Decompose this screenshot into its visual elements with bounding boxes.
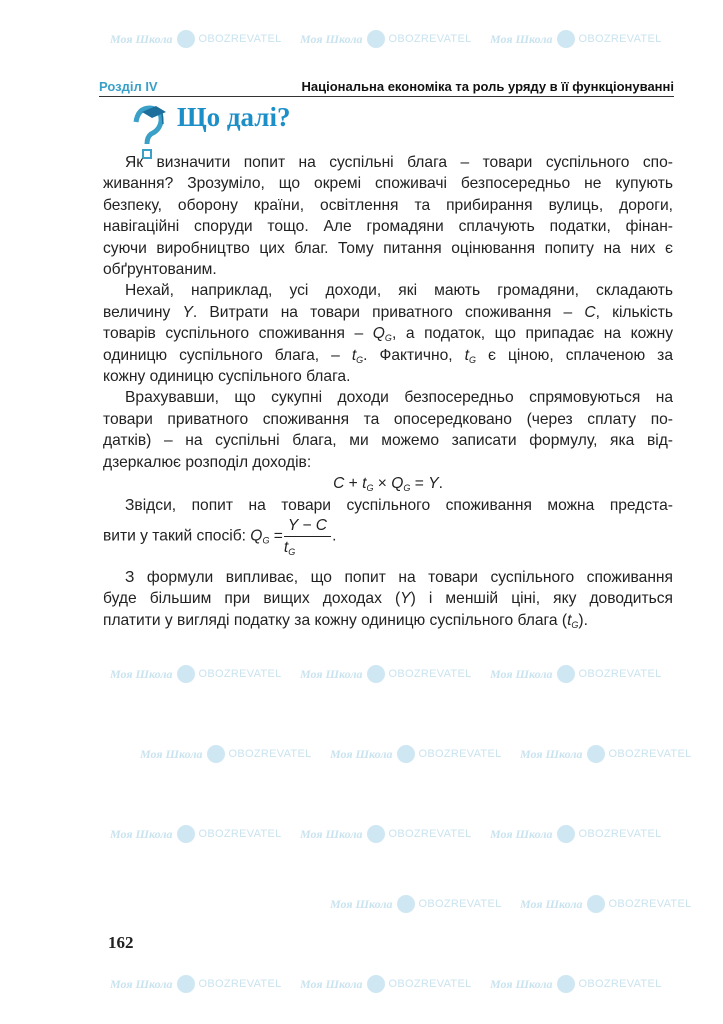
watermark-brand: Моя Школа xyxy=(520,896,583,911)
fraction-denominator xyxy=(284,537,331,557)
body-text xyxy=(103,152,673,631)
watermark-partner: OBOZREVATEL xyxy=(418,898,502,910)
watermark xyxy=(520,745,690,763)
watermark-logo-icon xyxy=(587,895,605,913)
text-line xyxy=(103,238,673,259)
subscript: G xyxy=(356,354,364,365)
text-run: = xyxy=(269,527,283,545)
text-run: ). xyxy=(578,611,588,629)
watermark-logo-icon xyxy=(397,745,415,763)
text-run: дзеркалює розподіл доходів: xyxy=(103,453,312,471)
watermark-partner: OBOZREVATEL xyxy=(418,748,502,760)
text-line xyxy=(103,302,673,323)
watermark xyxy=(490,665,660,683)
text-line xyxy=(103,473,673,494)
watermark-logo-icon xyxy=(557,30,575,48)
watermark-logo-icon xyxy=(367,975,385,993)
text-run: кожну одиницю суспільного блага. xyxy=(103,368,351,386)
text-run: . Витрати на товари приватного споживання – xyxy=(192,303,585,321)
watermark-partner: OBOZREVATEL xyxy=(608,898,692,910)
watermark-logo-icon xyxy=(557,665,575,683)
text-run: датків) – на суспільні блага, ми можемо записати формулу, яка від- xyxy=(103,432,673,450)
watermark xyxy=(490,30,660,48)
text-run: товарів суспільного споживання – xyxy=(103,325,373,343)
text-line xyxy=(103,345,673,366)
text-run: товари приватного споживання та опосередковано (через сплату по- xyxy=(103,410,673,428)
text-run: × xyxy=(373,475,392,493)
watermark-logo-icon xyxy=(367,665,385,683)
text-line xyxy=(103,516,673,557)
text-run: = xyxy=(410,475,429,493)
text-run: . xyxy=(438,475,443,493)
watermark-brand: Моя Школа xyxy=(300,976,363,991)
watermark xyxy=(520,895,690,913)
text-run: платити у вигляді податку за кожну одиницю суспільного блага ( xyxy=(103,611,568,629)
watermark xyxy=(140,745,310,763)
watermark-partner: OBOZREVATEL xyxy=(388,828,472,840)
text-line xyxy=(103,259,673,280)
watermark-partner: OBOZREVATEL xyxy=(388,668,472,680)
text-line xyxy=(103,387,673,408)
watermark-logo-icon xyxy=(177,30,195,48)
running-header xyxy=(99,78,674,97)
text-line xyxy=(103,173,673,194)
watermark-logo-icon xyxy=(397,895,415,913)
subscript: G xyxy=(403,483,411,494)
watermark xyxy=(490,825,660,843)
watermark-logo-icon xyxy=(177,975,195,993)
text-line xyxy=(103,452,673,473)
watermark-logo-icon xyxy=(367,30,385,48)
watermark-brand: Моя Школа xyxy=(300,31,363,46)
watermark xyxy=(300,825,470,843)
watermark-partner: OBOZREVATEL xyxy=(578,33,662,45)
watermark-partner: OBOZREVATEL xyxy=(578,668,662,680)
text-run: . Фактично, xyxy=(363,346,465,364)
text-run: C xyxy=(333,475,345,493)
text-line xyxy=(103,216,673,237)
subscript: G xyxy=(262,535,270,546)
watermark-partner: OBOZREVATEL xyxy=(578,828,662,840)
text-run: величину xyxy=(103,303,183,321)
text-run: суючи виробництво цих благ. Тому питання оцінювання попиту на них є xyxy=(103,239,673,257)
text-line xyxy=(103,366,673,387)
subscript: G xyxy=(384,333,392,344)
text-run: Y xyxy=(400,590,411,608)
text-line xyxy=(103,323,673,344)
page-number: 162 xyxy=(108,933,134,952)
watermark-partner: OBOZREVATEL xyxy=(198,978,282,990)
watermark-partner: OBOZREVATEL xyxy=(578,978,662,990)
watermark-logo-icon xyxy=(587,745,605,763)
text-run: буде більшим при вищих доходах ( xyxy=(103,590,401,608)
text-line xyxy=(103,409,673,430)
watermark xyxy=(300,30,470,48)
fraction-trailing-period: . xyxy=(332,527,337,545)
text-run: t xyxy=(362,475,367,493)
watermark-partner: OBOZREVATEL xyxy=(608,748,692,760)
watermark-brand: Моя Школа xyxy=(330,746,393,761)
fraction-denominator-variable: t xyxy=(283,538,289,556)
text-line xyxy=(103,152,673,173)
subscript: G xyxy=(469,354,477,365)
watermark-logo-icon xyxy=(177,825,195,843)
watermark xyxy=(330,745,500,763)
text-run: є ціною, сплаченою за xyxy=(476,346,673,364)
watermark-logo-icon xyxy=(207,745,225,763)
watermark-brand: Моя Школа xyxy=(520,746,583,761)
watermark xyxy=(300,665,470,683)
watermark-brand: Моя Школа xyxy=(110,976,173,991)
watermark-partner: OBOZREVATEL xyxy=(198,828,282,840)
text-run: одиницю суспільного блага, – xyxy=(103,346,352,364)
text-run: Q xyxy=(250,527,263,545)
watermark xyxy=(330,895,500,913)
subscript: G xyxy=(366,483,374,494)
demand-formula-fraction xyxy=(284,516,331,557)
text-line xyxy=(103,195,673,216)
text-run: Y xyxy=(182,303,193,321)
text-run: Як визначити попит на суспільні блага – товари суспільного спо- xyxy=(125,154,673,171)
text-run: обґрунтованим. xyxy=(103,261,217,279)
text-run: живання? Зрозуміло, що окремі споживачі безпосередньо не купують xyxy=(103,175,673,193)
text-line xyxy=(103,610,673,631)
watermark xyxy=(490,975,660,993)
text-run: Y xyxy=(428,475,439,493)
section-label: Розділ IV xyxy=(99,79,158,94)
text-line xyxy=(103,430,673,451)
text-run: безпеку, оборону країни, освітлення та прибирання вулиць, дороги, xyxy=(103,196,673,214)
watermark xyxy=(300,975,470,993)
watermark-brand: Моя Школа xyxy=(490,826,553,841)
text-run: , а податок, що припадає на кожну xyxy=(391,325,673,343)
fraction-numerator: Y − C xyxy=(284,516,331,537)
watermark-partner: OBOZREVATEL xyxy=(198,33,282,45)
watermark-logo-icon xyxy=(557,825,575,843)
watermark-brand: Моя Школа xyxy=(300,666,363,681)
watermark-brand: Моя Школа xyxy=(110,666,173,681)
section-heading: Що далі? xyxy=(177,102,291,132)
watermark-brand: Моя Школа xyxy=(300,826,363,841)
text-run: вити у такий спосіб: xyxy=(103,527,251,545)
text-run: ) і меншій ціні, яку доводиться xyxy=(410,590,673,608)
watermark-logo-icon xyxy=(557,975,575,993)
text-run: Нехай, наприклад, усі доходи, які мають громадяни, складають xyxy=(125,282,673,300)
chapter-title: Національна економіка та роль уряду в її функціонуванні xyxy=(301,79,674,94)
text-run: C xyxy=(584,303,596,321)
watermark xyxy=(110,665,280,683)
text-run: Врахувавши, що сукупні доходи безпосередньо спрямовуються на xyxy=(125,389,673,407)
watermark-brand: Моя Школа xyxy=(330,896,393,911)
watermark-partner: OBOZREVATEL xyxy=(388,978,472,990)
text-run: Q xyxy=(372,325,385,343)
watermark-partner: OBOZREVATEL xyxy=(198,668,282,680)
text-run: Звідси, попит на товари суспільного споживання можна предста- xyxy=(125,496,673,514)
watermark-logo-icon xyxy=(177,665,195,683)
text-run: t xyxy=(351,346,357,364)
text-line xyxy=(103,495,673,516)
text-line xyxy=(103,280,673,301)
text-run: , кількість xyxy=(595,303,673,321)
text-run: + xyxy=(344,475,363,493)
text-line xyxy=(103,567,673,588)
subscript: G xyxy=(571,619,579,630)
text-line xyxy=(103,588,673,609)
text-run: навігаційні споруди тощо. Але громадяни сплачують податки, фінан- xyxy=(103,218,673,236)
subscript: G xyxy=(288,546,296,557)
watermark-brand: Моя Школа xyxy=(110,31,173,46)
watermark-brand: Моя Школа xyxy=(110,826,173,841)
watermark-brand: Моя Школа xyxy=(490,666,553,681)
text-run: З формули випливає, що попит на товари суспільного споживання xyxy=(125,568,673,586)
watermark xyxy=(110,30,280,48)
watermark-logo-icon xyxy=(367,825,385,843)
watermark-brand: Моя Школа xyxy=(490,31,553,46)
watermark-brand: Моя Школа xyxy=(140,746,203,761)
text-run: t xyxy=(464,346,469,364)
watermark xyxy=(110,825,280,843)
watermark-brand: Моя Школа xyxy=(490,976,553,991)
text-run: Q xyxy=(391,475,404,493)
watermark xyxy=(110,975,280,993)
text-run: t xyxy=(567,611,572,629)
watermark-partner: OBOZREVATEL xyxy=(228,748,312,760)
watermark-partner: OBOZREVATEL xyxy=(388,33,472,45)
